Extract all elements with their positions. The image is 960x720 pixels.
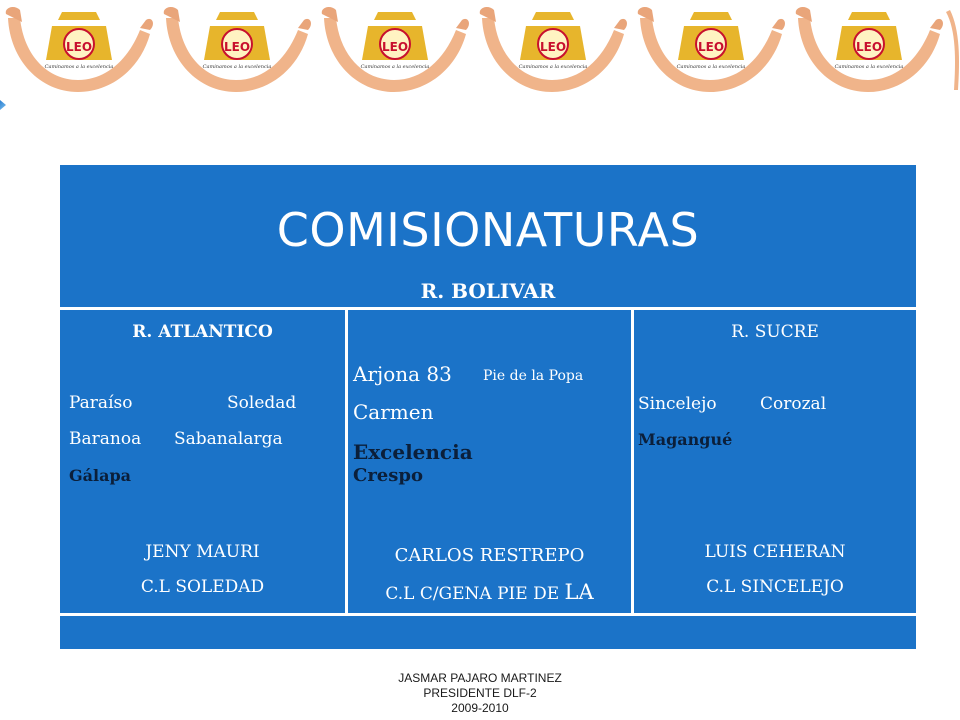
commissioner-club-main: C.L C/GENA PIE DE: [385, 584, 565, 604]
club-item: Carmen: [353, 400, 434, 424]
commissioner-name: LUIS CEHERAN: [704, 542, 846, 562]
logo-motto: Caminamos a la excelencia: [202, 64, 272, 70]
page-title: COMISIONATURAS: [276, 203, 700, 257]
commissioner-name: CARLOS RESTREPO: [394, 545, 585, 566]
leo-logo-text: LEO: [539, 40, 567, 54]
logo-motto: Caminamos a la excelencia: [676, 64, 746, 70]
footer: [300, 671, 660, 716]
region-bolivar-heading: R. BOLIVAR: [420, 279, 556, 303]
club-item: Baranoa: [69, 429, 142, 449]
logo-motto: Caminamos a la excelencia: [518, 64, 588, 70]
commissioner-club: C.L SINCELEJO: [706, 577, 844, 597]
footer-years: 2009-2010: [451, 701, 509, 715]
club-item: Sincelejo: [638, 394, 717, 414]
club-item: Soledad: [227, 393, 297, 413]
region-heading: R. SUCRE: [731, 322, 819, 342]
leo-logo-tile: [632, 0, 790, 100]
region-heading: R. ATLANTICO: [132, 322, 273, 342]
logo-banner: [0, 0, 960, 100]
club-item: Crespo: [353, 465, 423, 486]
commissioner-club: [348, 580, 631, 604]
footer-name: JASMAR PAJARO MARTINEZ: [398, 671, 562, 685]
leo-logo-text: LEO: [65, 40, 93, 54]
column-bolivar: [348, 310, 634, 613]
club-item: Gálapa: [69, 466, 132, 485]
table-header: [60, 165, 916, 310]
leo-logo-text: LEO: [697, 40, 725, 54]
club-item: Arjona 83: [353, 362, 452, 386]
leo-logo-text: LEO: [855, 40, 883, 54]
club-item: Excelencia: [353, 440, 473, 464]
commission-table: [60, 165, 916, 649]
column-sucre: [634, 310, 916, 613]
leo-logo-tile: [158, 0, 316, 100]
commissioner-club-tail: LA: [564, 580, 594, 604]
leo-logo-tile: [474, 0, 632, 100]
leo-logo-tile: [0, 0, 158, 100]
club-item: Magangué: [638, 430, 733, 449]
logo-motto: Caminamos a la excelencia: [44, 64, 114, 70]
commissioner-name: JENY MAURI: [145, 542, 260, 562]
club-item: Paraíso: [69, 393, 133, 413]
footer-role: PRESIDENTE DLF-2: [423, 686, 537, 700]
leo-logo-tile: [790, 0, 960, 100]
club-item: Corozal: [760, 394, 827, 414]
club-item: Pie de la Popa: [483, 368, 584, 384]
club-item: Sabanalarga: [174, 429, 283, 449]
leo-logo-text: LEO: [381, 40, 409, 54]
logo-motto: Caminamos a la excelencia: [360, 64, 430, 70]
table-divider: [60, 613, 916, 616]
leo-logo-text: LEO: [223, 40, 251, 54]
leo-logo-tile: [316, 0, 474, 100]
column-atlantico: [60, 310, 348, 613]
logo-motto: Caminamos a la excelencia: [834, 64, 904, 70]
slide-marker: [0, 100, 6, 110]
commissioner-club: C.L SOLEDAD: [140, 577, 265, 597]
